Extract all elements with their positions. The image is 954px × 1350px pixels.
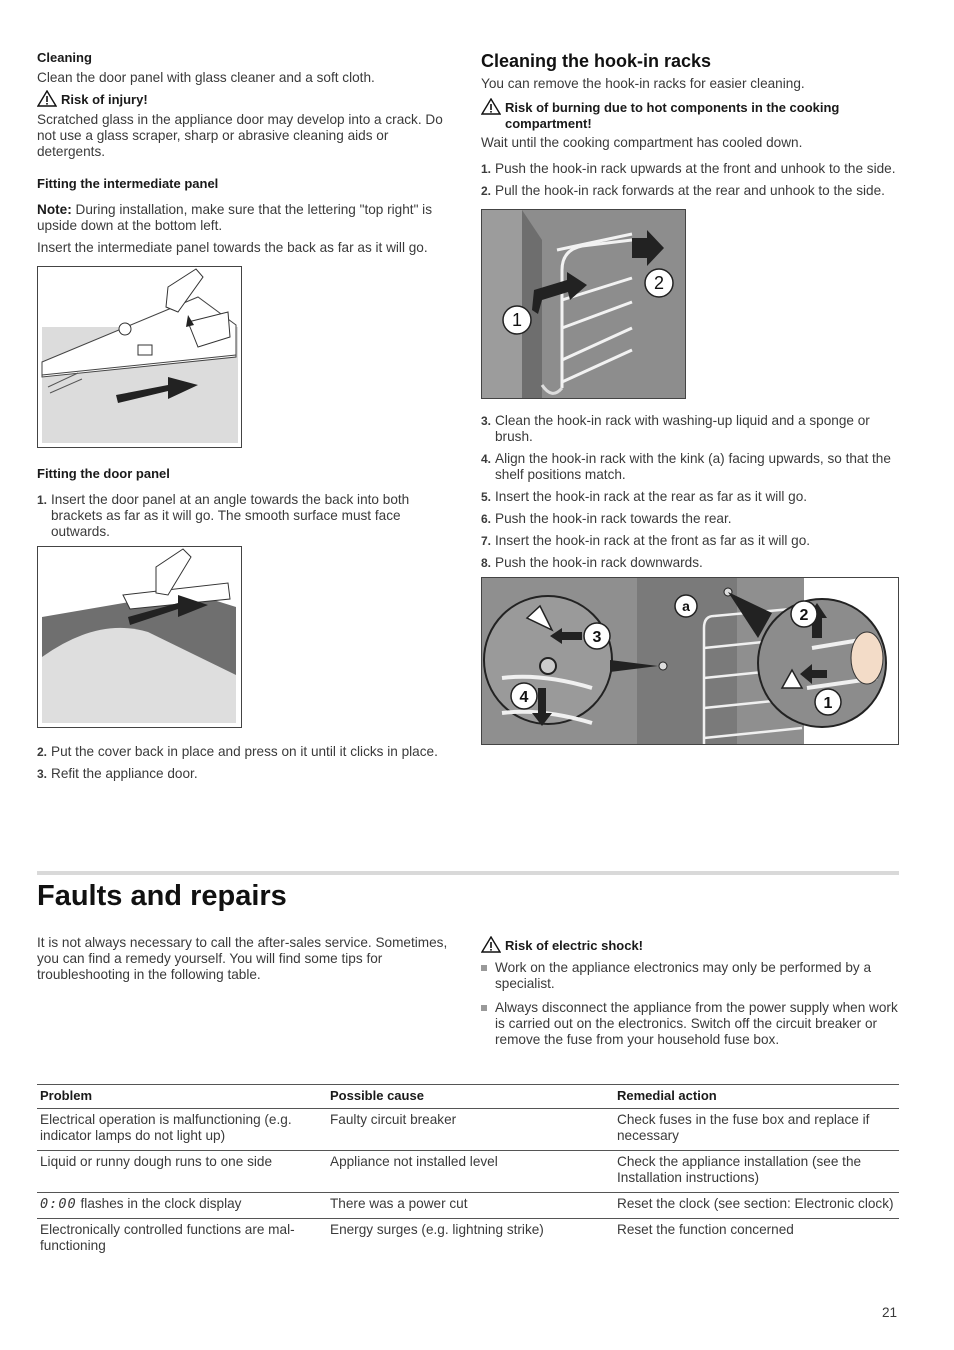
cause-cell: Appliance not installed level [327, 1151, 614, 1193]
racks-heading: Cleaning the hook-in racks [481, 51, 712, 71]
step-text: Clean the hook-in rack with washing-up liquid and a sponge or brush. [495, 413, 870, 444]
page-number: 21 [882, 1305, 898, 1320]
problem-cell [37, 1193, 327, 1219]
racks-intro: You can remove the hook-in racks for easier cleaning. [481, 76, 805, 91]
door-steps-a [37, 492, 451, 540]
table-row [37, 1219, 899, 1261]
action-cell: Check fuses in the fuse box and replace if necessary [614, 1109, 899, 1151]
step-text: Put the cover back in place and press on it until it clicks in place. [51, 744, 438, 759]
step-number: 4. [481, 452, 492, 466]
table-row [37, 1109, 899, 1151]
unhook-rack-illustration [482, 210, 685, 398]
step-number: 5. [481, 490, 492, 504]
insert-rack-illustration [482, 578, 898, 744]
figure-label: 2 [653, 273, 665, 293]
step-number: 8. [481, 556, 492, 570]
step-number: 6. [481, 512, 492, 526]
door-steps-b [37, 744, 451, 782]
note-paragraph [37, 202, 451, 234]
action-cell: Reset the function concerned [617, 1222, 794, 1237]
list-item [481, 555, 899, 571]
cause-cell: There was a power cut [327, 1193, 614, 1219]
step-number: 7. [481, 534, 492, 548]
clock-digits: 0:00 [40, 1196, 77, 1212]
left-column [37, 50, 451, 788]
list-item [37, 766, 451, 782]
problem-text: flashes in the clock display [76, 1196, 242, 1211]
burn-text: Wait until the cooking compartment has cooled down. [481, 135, 803, 150]
figure-label: 4 [519, 689, 529, 706]
list-item [37, 744, 451, 760]
warning-icon [481, 936, 501, 953]
figure-label: 1 [823, 695, 833, 712]
faults-table [37, 1084, 899, 1260]
step-text: Insert the door panel at an angle towards the back into both brackets as far as it will go. The smooth surface must face outwards. [51, 492, 410, 539]
list-item [481, 533, 899, 549]
warning-icon [481, 98, 501, 115]
shock-warning-block [481, 938, 899, 1056]
injury-warning [37, 92, 451, 108]
figure-label: 1 [511, 310, 523, 330]
problem-cell: Electronically controlled functions are mal-functioning [40, 1222, 295, 1253]
injury-warning-label: Risk of injury! [61, 92, 148, 107]
shock-warning [481, 938, 899, 954]
figure-label: a [682, 598, 690, 614]
right-column [481, 50, 899, 745]
step-text: Insert the hook-in rack at the front as far as it will go. [495, 533, 811, 548]
list-item [481, 511, 899, 527]
column-header: Remedial action [614, 1085, 899, 1109]
burn-warning-label: Risk of burning due to hot components in the cooking compartment! [505, 100, 840, 131]
intermediate-text: Insert the intermediate panel towards the back as far as it will go. [37, 240, 428, 255]
problem-cell: Electrical operation is malfunctioning (e.g. indicator lamps do not light up) [37, 1109, 327, 1151]
injury-text: Scratched glass in the appliance door may develop into a crack. Do not use a glass scraper, sharp or abrasive cleaning aids or detergents. [37, 112, 443, 159]
door-panel-illustration [38, 547, 241, 727]
cleaning-text: Clean the door panel with glass cleaner and a soft cloth. [37, 70, 375, 85]
warning-icon [37, 90, 57, 107]
intermediate-heading: Fitting the intermediate panel [37, 176, 219, 191]
step-text: Push the hook-in rack downwards. [495, 555, 703, 570]
faults-intro: It is not always necessary to call the after-sales service. Sometimes, you can find a remedy yourself. You will find some tips for troubleshooting in the following table. [37, 935, 448, 982]
rack-steps-a [481, 161, 899, 199]
unhook-rack-figure [481, 209, 686, 399]
door-panel-figure [37, 546, 242, 728]
step-number: 3. [37, 767, 48, 781]
problem-cell: Liquid or runny dough runs to one side [37, 1151, 327, 1193]
shock-warning-label: Risk of electric shock! [505, 938, 643, 953]
step-number: 3. [481, 414, 492, 428]
step-text: Pull the hook-in rack forwards at the rear and unhook to the side. [495, 183, 885, 198]
action-cell: Check the appliance installation (see the Installation instructions) [614, 1151, 899, 1193]
list-item [481, 489, 899, 505]
step-number: 2. [37, 745, 48, 759]
step-number: 2. [481, 184, 492, 198]
list-item [481, 183, 899, 199]
list-item [37, 492, 451, 540]
figure-label: 3 [592, 629, 602, 646]
table-header-row [37, 1085, 899, 1109]
note-label: Note: [37, 202, 72, 217]
step-text: Push the hook-in rack upwards at the front and unhook to the side. [495, 161, 896, 176]
table-row [37, 1151, 899, 1193]
step-text: Insert the hook-in rack at the rear as far as it will go. [495, 489, 808, 504]
action-cell: Reset the clock (see section: Electronic clock) [614, 1193, 899, 1219]
column-header: Possible cause [327, 1085, 614, 1109]
cleaning-heading: Cleaning [37, 50, 92, 65]
faults-title: Faults and repairs [37, 880, 287, 912]
section-divider [37, 871, 899, 875]
shock-list [481, 960, 899, 1048]
column-header: Problem [37, 1085, 327, 1109]
cause-cell: Energy surges (e.g. lightning strike) [330, 1222, 544, 1237]
insert-rack-figure [481, 577, 899, 745]
table-row [37, 1193, 899, 1219]
rack-steps-b [481, 413, 899, 571]
step-number: 1. [37, 493, 48, 507]
door-panel-heading: Fitting the door panel [37, 466, 170, 481]
list-item [481, 413, 899, 445]
intermediate-panel-illustration [38, 267, 241, 447]
figure-label: 2 [799, 607, 809, 624]
burn-warning [481, 100, 899, 132]
step-text: Push the hook-in rack towards the rear. [495, 511, 732, 526]
cause-cell: Faulty circuit breaker [327, 1109, 614, 1151]
step-text: Align the hook-in rack with the kink (a) facing upwards, so that the shelf positions match. [495, 451, 891, 482]
list-item [481, 451, 899, 483]
list-item [481, 161, 899, 177]
step-number: 1. [481, 162, 492, 176]
step-text: Refit the appliance door. [51, 766, 198, 781]
list-item: Work on the appliance electronics may only be performed by a specialist. [481, 960, 899, 992]
intermediate-panel-figure [37, 266, 242, 448]
note-text: During installation, make sure that the lettering "top right" is upside down at the bottom left. [37, 202, 432, 233]
list-item: Always disconnect the appliance from the power supply when work is carried out on the electronics. Switch off the circuit breaker or remove the fuse from your household fuse box. [481, 1000, 899, 1048]
